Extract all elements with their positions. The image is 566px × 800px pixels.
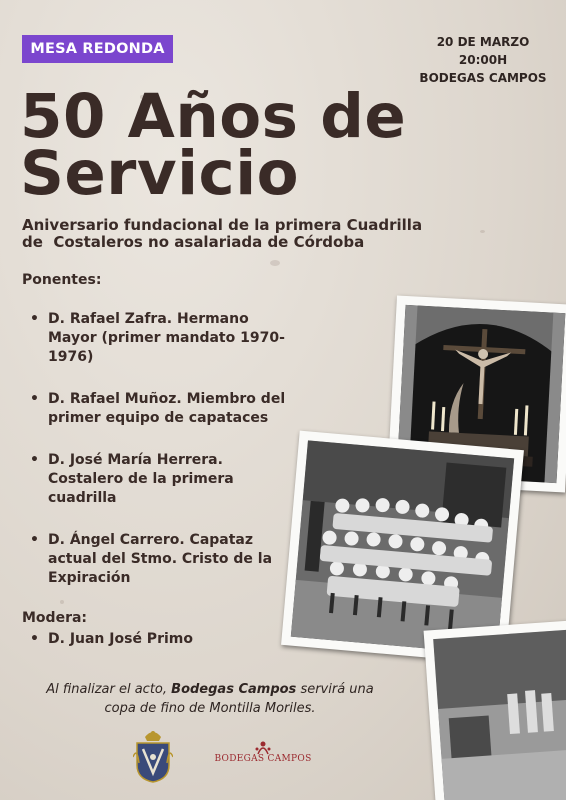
group-image bbox=[291, 440, 514, 654]
paper-fleck bbox=[270, 260, 280, 266]
title-line-1: 50 Años de bbox=[20, 81, 407, 152]
speaker-item: • D. Rafael Zafra. Hermano Mayor (primer mandato 1970-1976) bbox=[28, 310, 298, 367]
bodegas-logo-text: BODEGAS CAMPOS bbox=[214, 754, 312, 764]
event-date: 20 DE MARZO bbox=[436, 35, 530, 49]
title-line-2: Servicio bbox=[20, 138, 300, 209]
speaker-item: • D. Rafael Muñoz. Miembro del primer equipo de capataces bbox=[28, 390, 298, 428]
speaker-item: • D. José María Herrera. Costalero de la primera cuadrilla bbox=[28, 451, 298, 508]
event-info bbox=[418, 33, 548, 87]
bodegas-campos-logo bbox=[208, 740, 318, 774]
category-badge: MESA REDONDA bbox=[22, 35, 173, 63]
event-place: BODEGAS CAMPOS bbox=[419, 71, 547, 85]
subtitle-line-1: Aniversario fundacional de la primera Cuadrilla bbox=[22, 216, 423, 234]
brotherhood-crest-logo bbox=[133, 727, 173, 783]
street-image bbox=[433, 629, 566, 800]
street-scene-photo bbox=[424, 620, 566, 800]
closing-brand: Bodegas Campos bbox=[171, 682, 297, 697]
event-time: 20:00H bbox=[458, 53, 508, 67]
subtitle-line-2: de Costaleros no asalariada de Córdoba bbox=[22, 233, 365, 251]
moderator-name: • D. Juan José Primo bbox=[28, 631, 193, 647]
closing-text-after: servirá una copa de fino de Montilla Moriles. bbox=[104, 682, 374, 716]
poster-title bbox=[20, 81, 407, 209]
poster-subtitle bbox=[22, 217, 542, 251]
speaker-item: • D. Ángel Carrero. Capataz actual del Stmo. Cristo de la Expiración bbox=[28, 531, 298, 588]
speakers-list bbox=[28, 310, 298, 611]
moderator-label: Modera: bbox=[22, 610, 88, 626]
closing-text-before: Al finalizar el acto, bbox=[46, 682, 168, 697]
speakers-label: Ponentes: bbox=[22, 272, 102, 288]
closing-note bbox=[40, 680, 380, 718]
